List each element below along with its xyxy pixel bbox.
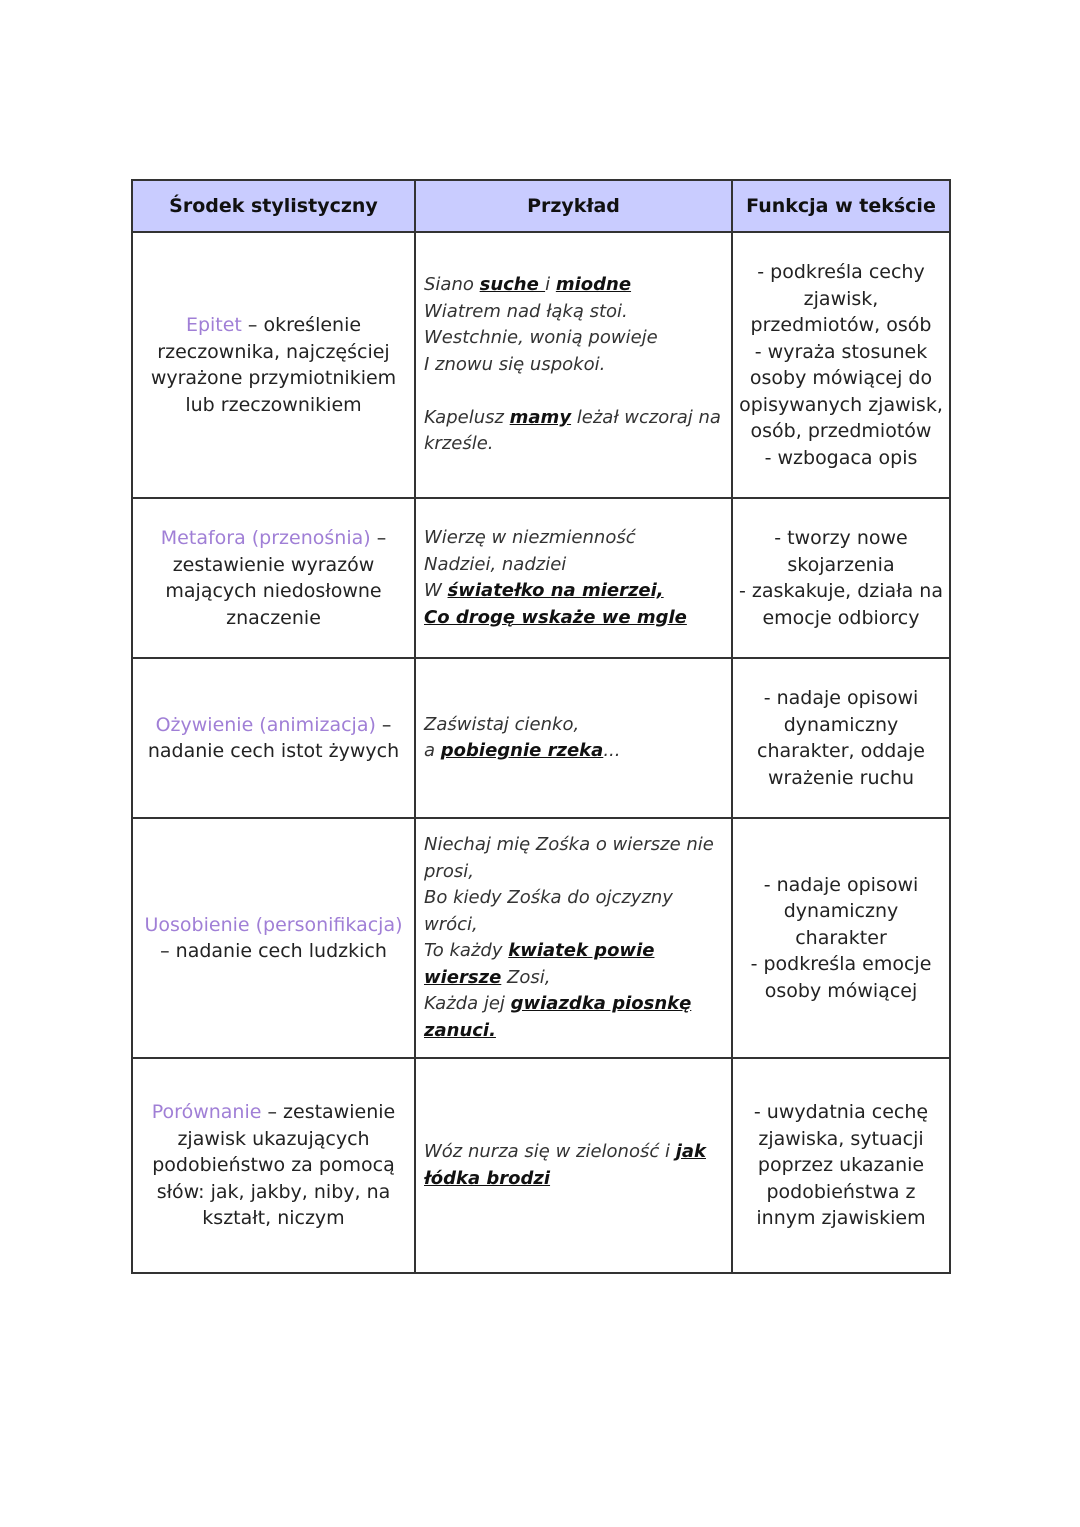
example-text: Siano (424, 274, 480, 296)
highlighted-phrase: gwiazdka piosnkę zanuci. (424, 993, 692, 1041)
example-text: i (545, 274, 556, 296)
table-body (132, 232, 950, 1273)
example-text: Wiatrem nad łąką stoi. (424, 300, 628, 322)
example-text: leżał wczoraj na krześle. (424, 406, 721, 455)
function-cell (732, 498, 950, 658)
highlighted-phrase: miodne (555, 274, 632, 296)
function-item: - zaskakuje, działa na emocje odbiorcy (739, 580, 943, 629)
example-text: Niechaj mię Zośka o wiersze nie prosi, (424, 834, 714, 882)
example-line (424, 991, 723, 1044)
table-row (132, 658, 950, 818)
function-cell (732, 232, 950, 498)
table-row (132, 1058, 950, 1273)
example-line (424, 578, 723, 605)
example-text: Nadziei, nadziei (424, 553, 567, 575)
device-definition-cell (132, 1058, 415, 1273)
function-item: - wzbogaca opis (764, 446, 918, 469)
example-line (424, 325, 723, 352)
device-definition-cell (132, 498, 415, 658)
example-line (424, 885, 723, 938)
example-stanza-gap (424, 378, 723, 405)
header-device: Środek stylistyczny (132, 180, 415, 232)
example-text: Wierzę w niezmienność (424, 527, 636, 548)
device-name: Uosobienie (personifikacja) (144, 913, 403, 936)
example-line (424, 299, 723, 326)
example-line (424, 352, 723, 379)
function-item: - tworzy nowe skojarzenia (774, 527, 908, 576)
highlighted-phrase: pobiegnie rzeka (440, 740, 604, 761)
highlighted-phrase: jak łódka brodzi (424, 1141, 706, 1189)
example-line (424, 738, 723, 765)
example-text: Każda jej (424, 993, 511, 1014)
header-row (132, 180, 950, 232)
function-cell (732, 658, 950, 818)
example-line (424, 405, 723, 458)
example-line (424, 938, 723, 991)
device-name: Epitet (185, 314, 242, 336)
highlighted-phrase: światełko na mierzei, (447, 580, 664, 601)
example-cell (415, 232, 732, 498)
example-cell (415, 498, 732, 658)
table-row (132, 498, 950, 658)
device-definition: – zestawienie wyrazów mających niedosłowne znaczenie (165, 527, 387, 629)
function-item: - nadaje opisowi dynamiczny charakter (763, 873, 919, 949)
example-text: Westchnie, wonią powieje (424, 327, 658, 349)
device-definition: – nadanie cech ludzkich (160, 940, 387, 962)
function-item: - nadaje opisowi dynamiczny charakter, oddaje wrażenie ruchu (757, 687, 925, 789)
function-item: - wyraża stosunek osoby mówiącej do opisywanych zjawisk, osób, przedmiotów (739, 340, 943, 442)
header-example: Przykład (415, 180, 732, 232)
example-text: Bo kiedy Zośka do ojczyzny wróci, (424, 887, 673, 935)
function-item: - uwydatnia cechę zjawiska, sytuacji poprzez ukazanie podobieństwa z innym zjawiskiem (753, 1101, 929, 1230)
example-cell (415, 1058, 732, 1273)
example-text: Zaświstaj cienko, (424, 713, 580, 735)
example-line (424, 832, 723, 885)
highlighted-phrase: mamy (509, 406, 572, 428)
table-row (132, 232, 950, 498)
device-definition: – określenie rzeczownika, najczęściej wyrażone przymiotnikiem lub rzeczownikiem (150, 314, 397, 416)
example-cell (415, 818, 732, 1058)
device-name: Porównanie (151, 1101, 262, 1124)
highlighted-phrase: suche (479, 274, 546, 296)
example-line (424, 272, 723, 299)
example-line (424, 552, 723, 579)
example-text: Wóz nurza się w zieloność i (424, 1141, 676, 1162)
device-definition-cell (132, 818, 415, 1058)
example-text: ... (603, 740, 621, 761)
example-line (424, 525, 723, 552)
example-line (424, 1139, 723, 1192)
example-text: I znowu się uspokoi. (424, 353, 606, 375)
example-text: To każdy (424, 940, 509, 961)
function-item: - podkreśla cechy zjawisk, przedmiotów, osób (750, 261, 932, 336)
device-definition-cell (132, 658, 415, 818)
table-row (132, 818, 950, 1058)
example-line (424, 712, 723, 739)
example-line (424, 605, 723, 632)
function-item: - podkreśla emocje osoby mówiącej (750, 953, 932, 1002)
example-text: a (424, 740, 441, 761)
device-name: Metafora (przenośnia) (160, 527, 371, 549)
device-definition: – zestawienie zjawisk ukazujących podobieństwo za pomocą słów: jak, jakby, niby, na kształt, niczym (152, 1101, 396, 1230)
highlighted-phrase: Co drogę wskaże we mgle (424, 606, 687, 628)
stylistic-devices-table (131, 179, 951, 1274)
device-name: Ożywienie (animizacja) (155, 713, 376, 736)
example-text: Zosi, (501, 966, 551, 988)
header-function: Funkcja w tekście (732, 180, 950, 232)
example-cell (415, 658, 732, 818)
example-text: Kapelusz (424, 406, 510, 428)
highlighted-phrase: kwiatek powie wiersze (424, 940, 655, 988)
device-definition: – nadanie cech istot żywych (147, 713, 400, 762)
function-cell (732, 818, 950, 1058)
function-cell (732, 1058, 950, 1273)
device-definition-cell (132, 232, 415, 498)
example-text: W (424, 580, 448, 601)
